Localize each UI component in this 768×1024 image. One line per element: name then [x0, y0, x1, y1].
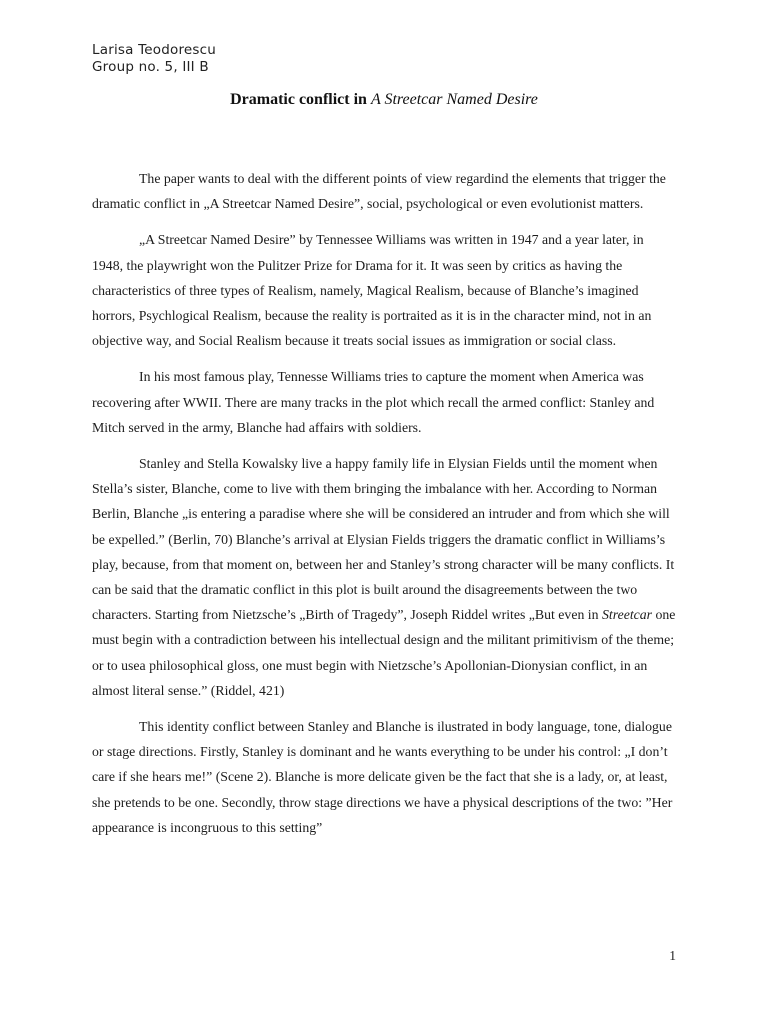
- paragraph: [92, 451, 677, 703]
- author-name: Larisa Teodorescu: [92, 42, 217, 58]
- document-body: [92, 166, 677, 851]
- title-work: A Streetcar Named Desire: [370, 91, 538, 108]
- page-number: 1: [669, 948, 676, 963]
- paragraph: The paper wants to deal with the different points of view regardind the elements that trigger the dramatic conflict in „A Streetcar Named Desire”, social, psychological or even evolutionist matters.: [92, 171, 666, 212]
- document-title: [0, 90, 768, 110]
- title-prefix: Dramatic conflict in: [230, 91, 371, 108]
- paragraph-text: Stanley and Stella Kowalsky live a happy family life in Elysian Fields until the moment when Stella’s sister, Blanche, come to live with them bringing the imbalance with her. According to Norman Berlin, Blanche „is entering a paradise where she will be considered an intruder and from which she will be expelled.” (Berlin, 70) Blanche’s arrival at Elysian Fields triggers the dramatic conflict in Williams’s play, because, from that moment on, between her and Stanley’s strong character will be many conflicts. It can be said that the dramatic conflict in this plot is built around the disagreements between the two characters. Starting from Nietzsche’s „Birth of Tragedy”, Joseph Riddel writes „But even in: [92, 456, 675, 623]
- paragraph: In his most famous play, Tennesse Williams tries to capture the moment when America was recovering after WWII. There are many tracks in the plot which recall the armed conflict: Stanley and Mitch served in the army, Blanche had affairs with soldiers.: [92, 369, 655, 435]
- document-header: [92, 42, 216, 75]
- paragraph-text: one must begin with a contradiction between his intellectual design and the militant primitivism of the theme; or to usea philosophical gloss, one must begin with Nietzsche’s Apollonian-Dionysian conflict, in an almost literal sense.” (Riddel, 421): [92, 607, 676, 698]
- italic-title: Streetcar: [601, 607, 653, 623]
- group-info: Group no. 5, III B: [92, 58, 209, 75]
- paragraph: „A Streetcar Named Desire” by Tennessee Williams was written in 1947 and a year later, in 1948, the playwright won the Pulitzer Prize for Drama for it. It was seen by critics as having the characteristics of three types of Realism, namely, Magical Realism, because of Blanche’s imagined horrors, Psychlogical Realism, because the reality is portraited as it is in the character mind, not in an objective way, and Social Realism because it treats social issues as immigration or social class.: [92, 232, 652, 349]
- paragraph: This identity conflict between Stanley and Blanche is ilustrated in body language, tone, dialogue or stage directions. Firstly, Stanley is dominant and he wants everything to be under his control: „I don’t care if she hears me!” (Scene 2). Blanche is more delicate given be the fact that she is a lady, or, at least, she pretends to be one. Secondly, throw stage directions we have a physical descriptions of the two: ”Her appearance is incongruous to this setting”: [92, 719, 673, 835]
